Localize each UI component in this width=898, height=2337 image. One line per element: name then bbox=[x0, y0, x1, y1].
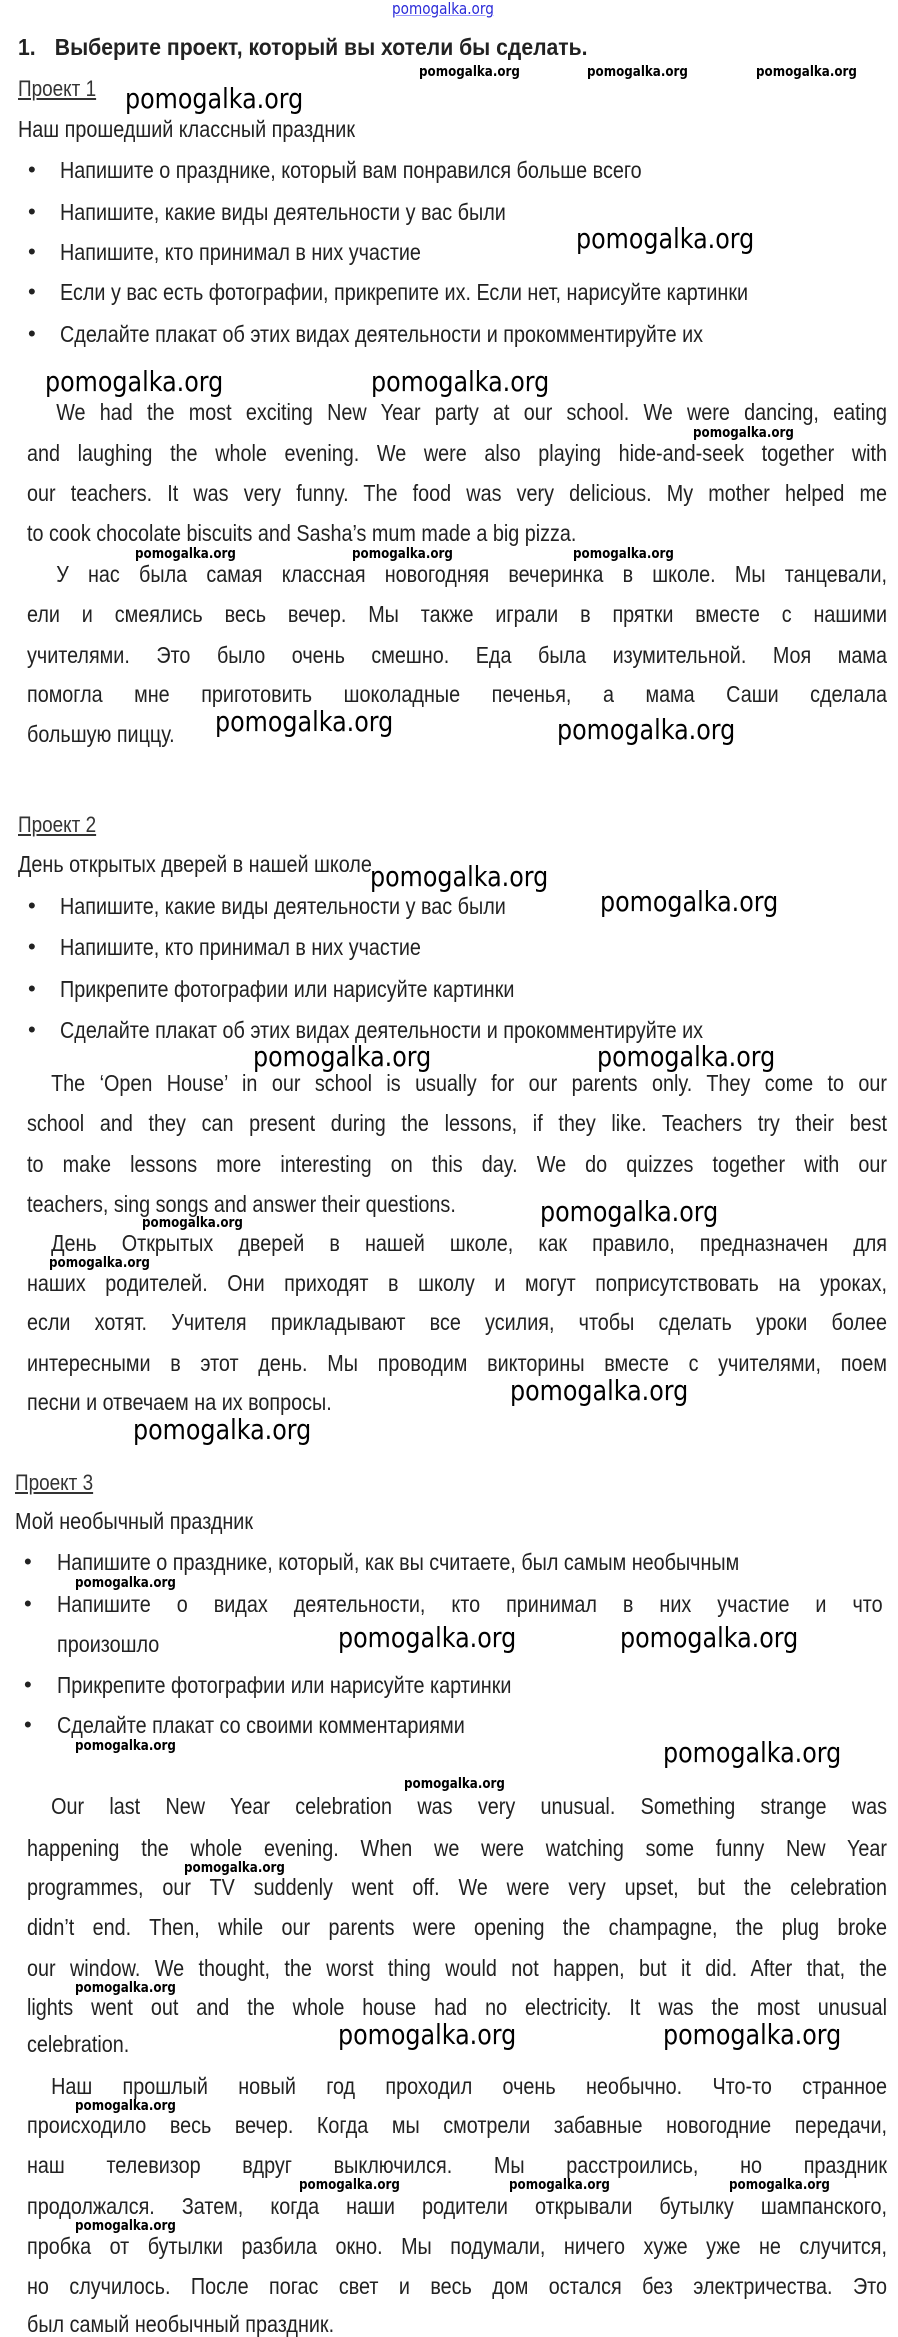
paragraph-line: our teachers. It was very funny. The food was very delicious. My mother helped me bbox=[27, 480, 887, 506]
watermark: pomogalka.org bbox=[338, 1621, 517, 1654]
watermark: pomogalka.org bbox=[75, 1980, 176, 1996]
watermark: pomogalka.org bbox=[75, 2218, 176, 2234]
watermark: pomogalka.org bbox=[125, 82, 304, 115]
bullet-icon: • bbox=[24, 1672, 32, 1697]
list-item: Напишите о празднике, который, как вы считаете, был самым необычным bbox=[57, 1549, 740, 1575]
watermark: pomogalka.org bbox=[693, 425, 794, 441]
paragraph-line: помогла мне приготовить шоколадные печенья, а мама Саши сделала bbox=[27, 681, 887, 707]
list-item: Сделайте плакат об этих видах деятельности и прокомментируйте их bbox=[60, 1017, 704, 1043]
paragraph-line: to make lessons more interesting on this day. We do quizzes together with our bbox=[27, 1151, 887, 1177]
project-1-subtitle: Наш прошедший классный праздник bbox=[18, 116, 355, 142]
list-item: Напишите, какие виды деятельности у вас были bbox=[60, 893, 506, 919]
bullet-icon: • bbox=[28, 157, 36, 182]
watermark: pomogalka.org bbox=[663, 1736, 842, 1769]
paragraph-line: school and they can present during the lessons, if they like. Teachers try their best bbox=[27, 1110, 887, 1136]
list-item: Если у вас есть фотографии, прикрепите их. Если нет, нарисуйте картинки bbox=[60, 279, 749, 305]
project-2-subtitle: День открытых дверей в нашей школе bbox=[18, 851, 372, 877]
paragraph-line: День Открытых дверей в нашей школе, как правило, предназначен для bbox=[51, 1230, 887, 1256]
list-item: Прикрепите фотографии или нарисуйте картинки bbox=[60, 976, 515, 1002]
task-heading bbox=[18, 34, 588, 60]
watermark: pomogalka.org bbox=[370, 860, 549, 893]
paragraph-line: учителями. Это было очень смешно. Еда была изумительной. Моя мама bbox=[27, 642, 887, 668]
paragraph-line: Our last New Year celebration was very unusual. Something strange was bbox=[51, 1793, 887, 1819]
paragraph-line: to cook chocolate biscuits and Sasha’s mum made a big pizza. bbox=[27, 520, 577, 546]
paragraph-line: programmes, our TV suddenly went off. We were very upset, but the celebration bbox=[27, 1874, 887, 1900]
watermark: pomogalka.org bbox=[587, 64, 688, 80]
project-1-label: Проект 1 bbox=[18, 76, 97, 101]
watermark: pomogalka.org bbox=[49, 1255, 150, 1271]
watermark: pomogalka.org bbox=[510, 1374, 689, 1407]
list-item: Сделайте плакат со своими комментариями bbox=[57, 1712, 465, 1738]
bullet-icon: • bbox=[24, 1591, 32, 1616]
list-item: Напишите, кто принимал в них участие bbox=[60, 239, 421, 265]
paragraph-line: но случилось. После погас свет и весь дом остался без электричества. Это bbox=[27, 2273, 887, 2299]
watermark: pomogalka.org bbox=[133, 1413, 312, 1446]
list-item: Прикрепите фотографии или нарисуйте картинки bbox=[57, 1672, 512, 1698]
paragraph-line: teachers, sing songs and answer their questions. bbox=[27, 1191, 456, 1217]
paragraph-line: происходило весь вечер. Когда мы смотрели забавные новогодние передачи, bbox=[27, 2112, 887, 2138]
watermark: pomogalka.org bbox=[509, 2177, 610, 2193]
project-3-subtitle: Мой необычный праздник bbox=[15, 1508, 254, 1534]
watermark: pomogalka.org bbox=[75, 2098, 176, 2114]
watermark: pomogalka.org bbox=[253, 1040, 432, 1073]
bullet-icon: • bbox=[28, 279, 36, 304]
paragraph-line: our window. We thought, the worst thing would not happen, but it did. After that, the bbox=[27, 1955, 887, 1981]
paragraph-line: У нас была самая классная новогодняя вечеринка в школе. Мы танцевали, bbox=[56, 561, 887, 587]
bullet-icon: • bbox=[28, 893, 36, 918]
task-number: 1. bbox=[18, 34, 36, 60]
paragraph-line: happening the whole evening. When we were watching some funny New Year bbox=[27, 1835, 887, 1861]
paragraph-line: The ‘Open House’ in our school is usually for our parents only. They come to our bbox=[51, 1070, 887, 1096]
project-3-label: Проект 3 bbox=[15, 1470, 94, 1495]
header-watermark[interactable]: pomogalka.org bbox=[392, 0, 494, 18]
list-item: Сделайте плакат об этих видах деятельности и прокомментируйте их bbox=[60, 321, 704, 347]
paragraph-line: продолжался. Затем, когда наши родители открывали бутылку шампанского, bbox=[27, 2193, 887, 2219]
watermark: pomogalka.org bbox=[729, 2177, 830, 2193]
list-item: Напишите о празднике, который вам понравился больше всего bbox=[60, 157, 642, 183]
watermark: pomogalka.org bbox=[75, 1738, 176, 1754]
watermark: pomogalka.org bbox=[557, 713, 736, 746]
watermark: pomogalka.org bbox=[338, 2018, 517, 2051]
paragraph-line: ели и смеялись весь вечер. Мы также играли в прятки вместе с нашими bbox=[27, 601, 887, 627]
paragraph-line: and laughing the whole evening. We were also playing hide-and-seek together with bbox=[27, 440, 887, 466]
watermark: pomogalka.org bbox=[663, 2018, 842, 2051]
paragraph-line: наш телевизор вдруг выключился. Мы расстроились, но праздник bbox=[27, 2152, 887, 2178]
watermark: pomogalka.org bbox=[75, 1575, 176, 1591]
list-item: Напишите, какие виды деятельности у вас были bbox=[60, 199, 506, 225]
watermark: pomogalka.org bbox=[45, 365, 224, 398]
watermark: pomogalka.org bbox=[540, 1195, 719, 1228]
paragraph-line: песни и отвечаем на их вопросы. bbox=[27, 1389, 332, 1415]
list-item: Напишите о видах деятельности, кто принимал в них участие и что bbox=[57, 1591, 883, 1617]
paragraph-line: если хотят. Учителя прикладывают все усилия, чтобы сделать уроки более bbox=[27, 1309, 887, 1335]
bullet-icon: • bbox=[28, 321, 36, 346]
bullet-icon: • bbox=[24, 1712, 32, 1737]
list-item-continuation: произошло bbox=[57, 1631, 160, 1657]
watermark: pomogalka.org bbox=[184, 1860, 285, 1876]
paragraph-line: большую пиццу. bbox=[27, 721, 175, 747]
watermark: pomogalka.org bbox=[620, 1621, 799, 1654]
watermark: pomogalka.org bbox=[600, 885, 779, 918]
paragraph-line: интересными в этот день. Мы проводим викторины вместе с учителями, поем bbox=[27, 1350, 887, 1376]
watermark: pomogalka.org bbox=[576, 222, 755, 255]
paragraph-line: пробка от бутылки разбила окно. Мы подумали, ничего хуже уже не случится, bbox=[27, 2233, 887, 2259]
watermark: pomogalka.org bbox=[404, 1776, 505, 1792]
paragraph-line: celebration. bbox=[27, 2031, 130, 2057]
list-item: Напишите, кто принимал в них участие bbox=[60, 934, 421, 960]
watermark: pomogalka.org bbox=[135, 546, 236, 562]
bullet-icon: • bbox=[28, 239, 36, 264]
paragraph-line: Наш прошлый новый год проходил очень необычно. Что-то странное bbox=[51, 2073, 887, 2099]
paragraph-line: был самый необычный праздник. bbox=[27, 2311, 335, 2337]
watermark: pomogalka.org bbox=[371, 365, 550, 398]
watermark: pomogalka.org bbox=[352, 546, 453, 562]
paragraph-line: наших родителей. Они приходят в школу и могут поприсутствовать на уроках, bbox=[27, 1270, 887, 1296]
watermark: pomogalka.org bbox=[419, 64, 520, 80]
paragraph-line: didn’t end. Then, while our parents were opening the champagne, the plug broke bbox=[27, 1914, 887, 1940]
project-2-label: Проект 2 bbox=[18, 812, 97, 837]
bullet-icon: • bbox=[24, 1549, 32, 1574]
watermark: pomogalka.org bbox=[756, 64, 857, 80]
paragraph-line: lights went out and the whole house had no electricity. It was the most unusual bbox=[27, 1994, 887, 2020]
bullet-icon: • bbox=[28, 199, 36, 224]
watermark: pomogalka.org bbox=[215, 705, 394, 738]
bullet-icon: • bbox=[28, 976, 36, 1001]
watermark: pomogalka.org bbox=[142, 1215, 243, 1231]
paragraph-line: We had the most exciting New Year party at our school. We were dancing, eating bbox=[56, 399, 887, 425]
bullet-icon: • bbox=[28, 1017, 36, 1042]
task-title: Выберите проект, который вы хотели бы сделать. bbox=[54, 34, 588, 60]
watermark: pomogalka.org bbox=[573, 546, 674, 562]
watermark: pomogalka.org bbox=[299, 2177, 400, 2193]
bullet-icon: • bbox=[28, 934, 36, 959]
watermark: pomogalka.org bbox=[597, 1040, 776, 1073]
